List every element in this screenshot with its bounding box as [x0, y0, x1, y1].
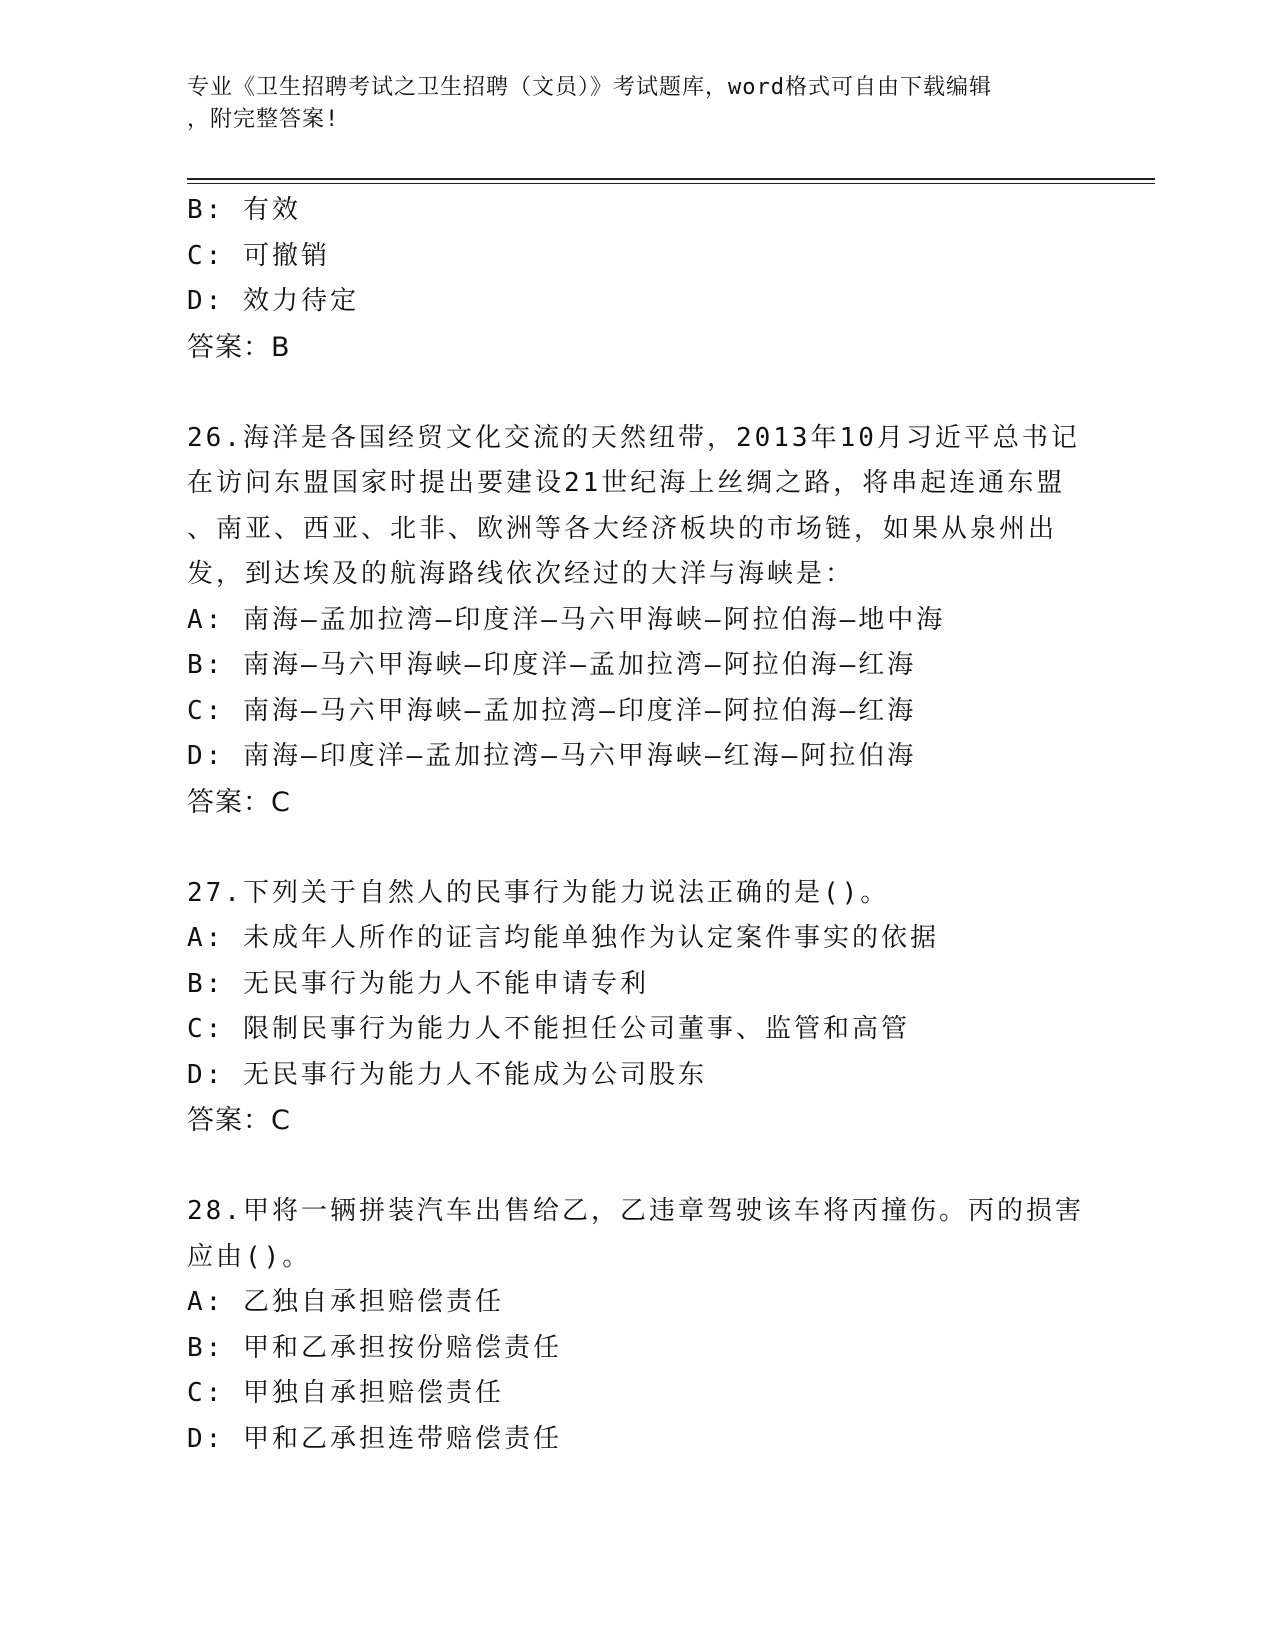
question-stem-line: 应由()。 — [187, 1241, 312, 1272]
header-divider — [187, 178, 1155, 180]
option-d: D: 无民事行为能力人不能成为公司股东 — [187, 1059, 707, 1090]
header-line-2: ，附完整答案! — [187, 107, 340, 132]
question-27 — [187, 871, 1087, 1144]
spacer — [187, 1144, 1087, 1190]
option-c: C: 可撤销 — [187, 240, 330, 271]
option-d: D: 效力待定 — [187, 286, 359, 316]
spacer — [187, 825, 1087, 871]
question-stem-line: 发，到达埃及的航海路线依次经过的大洋与海峡是： — [187, 559, 855, 589]
header-divider-thin — [187, 183, 1155, 184]
option-c: C: 南海—马六甲海峡—孟加拉湾—印度洋—阿拉伯海—红海 — [187, 695, 917, 726]
question-25-tail — [187, 188, 1087, 370]
option-a: A: 未成年人所作的证言均能单独作为认定案件事实的依据 — [187, 923, 939, 953]
question-content — [187, 188, 1087, 1462]
option-b: B: 有效 — [187, 195, 301, 225]
question-stem-line: 28.甲将一辆拼装汽车出售给乙，乙违章驾驶该车将丙撞伤。丙的损害 — [187, 1196, 1084, 1226]
option-a: A: 乙独自承担赔偿责任 — [187, 1287, 504, 1317]
option-c: C: 甲独自承担赔偿责任 — [187, 1378, 504, 1408]
answer-line: 答案：C — [187, 786, 291, 818]
option-a: A: 南海—孟加拉湾—印度洋—马六甲海峡—阿拉伯海—地中海 — [187, 604, 946, 635]
header-line-1: 专业《卫生招聘考试之卫生招聘（文员）》考试题库，word格式可自由下载编辑 — [187, 75, 992, 100]
question-28 — [187, 1189, 1087, 1462]
option-b: B: 南海—马六甲海峡—印度洋—孟加拉湾—阿拉伯海—红海 — [187, 650, 917, 680]
document-header — [187, 72, 1087, 136]
option-d: D: 南海—印度洋—孟加拉湾—马六甲海峡—红海—阿拉伯海 — [187, 741, 917, 771]
spacer — [187, 370, 1087, 416]
option-d: D: 甲和乙承担连带赔偿责任 — [187, 1423, 562, 1454]
answer-line: 答案：B — [187, 331, 291, 363]
question-stem-line: 27.下列关于自然人的民事行为能力说法正确的是()。 — [187, 877, 890, 908]
question-stem-line: 26.海洋是各国经贸文化交流的天然纽带，2013年10月习近平总书记 — [187, 422, 1080, 453]
answer-line: 答案：C — [187, 1105, 291, 1136]
option-c: C: 限制民事行为能力人不能担任公司董事、监管和高管 — [187, 1014, 910, 1044]
option-b: B: 甲和乙承担按份赔偿责任 — [187, 1332, 562, 1363]
question-stem-line: 、南亚、西亚、北非、欧洲等各大经济板块的市场链，如果从泉州出 — [187, 513, 1058, 544]
option-b: B: 无民事行为能力人不能申请专利 — [187, 968, 649, 999]
question-26 — [187, 416, 1087, 826]
question-stem-line: 在访问东盟国家时提出要建设21世纪海上丝绸之路，将串起连通东盟 — [187, 468, 1066, 498]
